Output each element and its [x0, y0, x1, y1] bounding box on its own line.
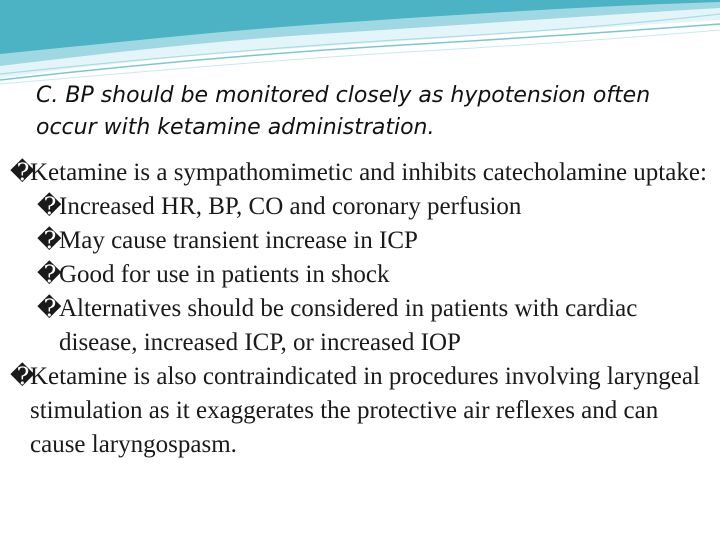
bullet-text: Alternatives should be considered in patients with cardiac disease, increased ICP, or increased IOP — [59, 295, 638, 356]
bullet-text: Good for use in patients in shock — [59, 261, 390, 288]
slide-body — [10, 156, 710, 462]
bullet-point — [10, 360, 710, 462]
bullet-marker-icon: � — [10, 364, 35, 390]
bullet-marker-icon: � — [37, 228, 62, 254]
bullet-text: May cause transient increase in ICP — [59, 227, 418, 254]
bullet-marker-icon: � — [37, 262, 62, 288]
bullet-text: Increased HR, BP, CO and coronary perfusion — [59, 193, 522, 220]
bullet-marker-icon: � — [37, 194, 62, 220]
bullet-text: Ketamine is a sympathomimetic and inhibits catecholamine uptake: — [30, 159, 707, 186]
bullet-marker-icon: � — [10, 160, 35, 186]
sub-bullet-point — [10, 224, 710, 258]
bullet-point — [10, 156, 710, 190]
sub-bullet-point — [10, 258, 710, 292]
sub-bullet-point — [10, 190, 710, 224]
bullet-marker-icon: � — [37, 296, 62, 322]
header-wave-decoration — [0, 0, 720, 90]
bullet-text: Ketamine is also contraindicated in procedures involving laryngeal stimulation as it exaggerates the protective air reflexes and can cause laryngospasm. — [30, 363, 700, 458]
sub-bullet-point — [10, 292, 710, 360]
slide-title: C. BP should be monitored closely as hypotension often occur with ketamine administration. — [36, 83, 651, 140]
